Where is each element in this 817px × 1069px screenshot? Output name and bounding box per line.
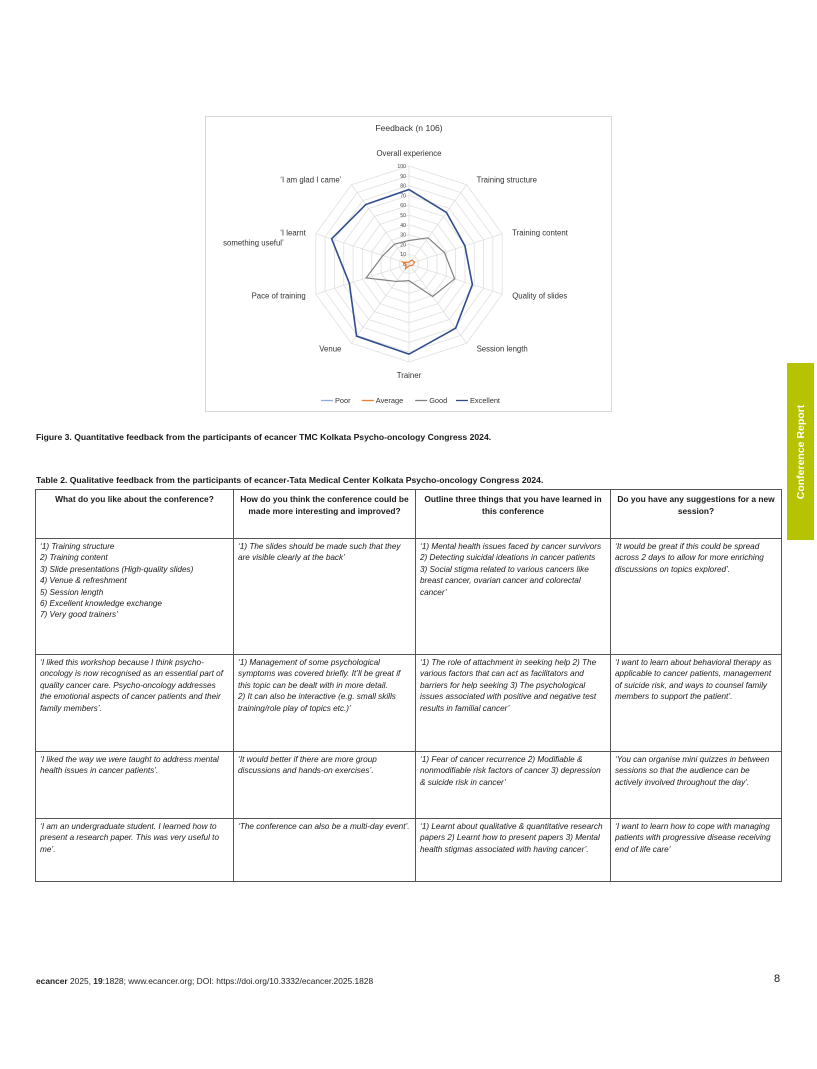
table-cell: ‘The conference can also be a multi-day event’. bbox=[234, 819, 416, 882]
table-cell: ‘1) Mental health issues faced by cancer survivors 2) Detecting suicidal ideations in cancer patients 3) Social stigma related to various cancers like breast cancer, ovarian cancer and colorectal cancer’ bbox=[416, 539, 611, 655]
grid-spoke bbox=[351, 264, 409, 343]
table-cell: ‘1) Management of some psychological symptoms was covered briefly. It’ll be great if this topic can be dealt with in more detail. 2) It can also be interactive (e.g. small skills training/role play of topics etc.)’ bbox=[234, 655, 416, 752]
axis-label: Training structure bbox=[476, 175, 537, 185]
axis-label: Session length bbox=[476, 344, 528, 354]
legend-entry: Poor bbox=[335, 396, 351, 405]
feedback-table bbox=[35, 489, 782, 882]
header-suggestions: Do you have any suggestions for a new session? bbox=[611, 490, 782, 539]
grid-spoke bbox=[409, 185, 467, 264]
axis-label: ‘I am glad I came’ bbox=[280, 175, 342, 185]
legend-entry: Excellent bbox=[470, 396, 500, 405]
table-cell: ‘1) Fear of cancer recurrence 2) Modifiable & nonmodifiable risk factors of cancer 3) depression & suicide risk in cancer’ bbox=[416, 752, 611, 819]
page-number: 8 bbox=[774, 973, 781, 985]
radar-chart bbox=[206, 117, 613, 413]
table-row bbox=[36, 655, 782, 752]
axis-label: Trainer bbox=[396, 371, 422, 380]
tick-label: 100 bbox=[397, 164, 406, 170]
series-line-good bbox=[366, 238, 455, 297]
table-row bbox=[36, 539, 782, 655]
section-side-tab bbox=[787, 363, 814, 540]
figure-caption: Figure 3. Quantitative feedback from the participants of ecancer TMC Kolkata Psycho-oncology Congress 2024. bbox=[36, 432, 492, 442]
header-improve: How do you think the conference could be made more interesting and improved? bbox=[234, 490, 416, 539]
table-cell: ‘I want to learn about behavioral therapy as applicable to cancer patients, management of suicide risk, and ways to counsel family members to support the patient’. bbox=[611, 655, 782, 752]
table-cell: ‘1) Learnt about qualitative & quantitative research papers 2) Learnt how to present papers 3) Mental health stigmas associated with having cancer’. bbox=[416, 819, 611, 882]
footer-volume: 19 bbox=[93, 976, 103, 986]
side-tab-label: Conference Report bbox=[794, 404, 807, 499]
tick-label: 80 bbox=[400, 183, 406, 190]
table-cell: ‘1) The slides should be made such that they are visible clearly at the back’ bbox=[234, 539, 416, 655]
table-cell: ‘It would be great if this could be spread across 2 days to allow for more enriching discussions on topics explored’. bbox=[611, 539, 782, 655]
table-cell: ‘You can organise mini quizzes in between sessions so that the audience can be actively involved throughout the day’. bbox=[611, 752, 782, 819]
table-cell: ‘It would better if there are more group discussions and hands-on exercises’. bbox=[234, 752, 416, 819]
header-learned: Outline three things that you have learned in this conference bbox=[416, 490, 611, 539]
axis-label: Quality of slides bbox=[512, 291, 568, 301]
axis-label: Overall experience bbox=[376, 149, 442, 158]
legend-entry: Average bbox=[375, 396, 404, 405]
legend-entry: Good bbox=[429, 396, 448, 405]
table-cell: ‘I want to learn how to cope with managing patients with progressive disease receiving end of life care’ bbox=[611, 819, 782, 882]
table-row bbox=[36, 819, 782, 882]
axis-label: ‘I learnt something useful’ bbox=[223, 228, 306, 248]
tick-label: 50 bbox=[400, 213, 406, 219]
axis-label: Training content bbox=[512, 228, 568, 238]
tick-label: 0 bbox=[403, 262, 406, 268]
footer-journal: ecancer bbox=[36, 976, 68, 986]
table-row bbox=[36, 752, 782, 819]
footer-year: 2025, bbox=[67, 976, 94, 986]
grid-spoke bbox=[409, 264, 467, 343]
table-cell: ‘1) The role of attachment in seeking help 2) The various factors that can act as facilitators and barriers for help seeking 3) The psychological issues associated with positive and negative test results in familial cancer’ bbox=[416, 655, 611, 752]
tick-label: 40 bbox=[400, 222, 406, 229]
chart-title: Feedback (n 106) bbox=[375, 123, 443, 133]
tick-label: 70 bbox=[400, 193, 406, 200]
footer-details: :1828; www.ecancer.org; DOI: https://doi.org/10.3332/ecancer.2025.1828 bbox=[102, 976, 374, 986]
page-footer bbox=[36, 976, 373, 986]
tick-label: 10 bbox=[400, 252, 406, 259]
table-header-row bbox=[36, 490, 782, 539]
table-cell: ‘I liked this workshop because I think psycho-oncology is now recognised as an essential part of quality cancer care. Psycho-oncology addresses the emotional aspects of cancer patients and their family members’. bbox=[36, 655, 234, 752]
header-like: What do you like about the conference? bbox=[36, 490, 234, 539]
table-caption: Table 2. Qualitative feedback from the participants of ecancer-Tata Medical Center Kolkata Psycho-oncology Congress 2024. bbox=[36, 475, 544, 485]
tick-label: 30 bbox=[400, 232, 406, 239]
table-cell: ‘1) Training structure 2) Training content 3) Slide presentations (High-quality slides) 4) Venue & refreshment 5) Session length 6) Excellent knowledge exchange 7) Very good trainers’ bbox=[36, 539, 234, 655]
axis-label: Venue bbox=[319, 344, 342, 354]
table-cell: ‘I am an undergraduate student. I learned how to present a research paper. This was very useful to me’. bbox=[36, 819, 234, 882]
radar-chart-frame bbox=[205, 116, 612, 412]
tick-label: 20 bbox=[400, 242, 406, 249]
axis-label: Pace of training bbox=[251, 291, 306, 301]
tick-label: 90 bbox=[400, 173, 406, 180]
tick-label: 60 bbox=[400, 203, 406, 210]
table-cell: ‘I liked the way we were taught to address mental health issues in cancer patients’. bbox=[36, 752, 234, 819]
